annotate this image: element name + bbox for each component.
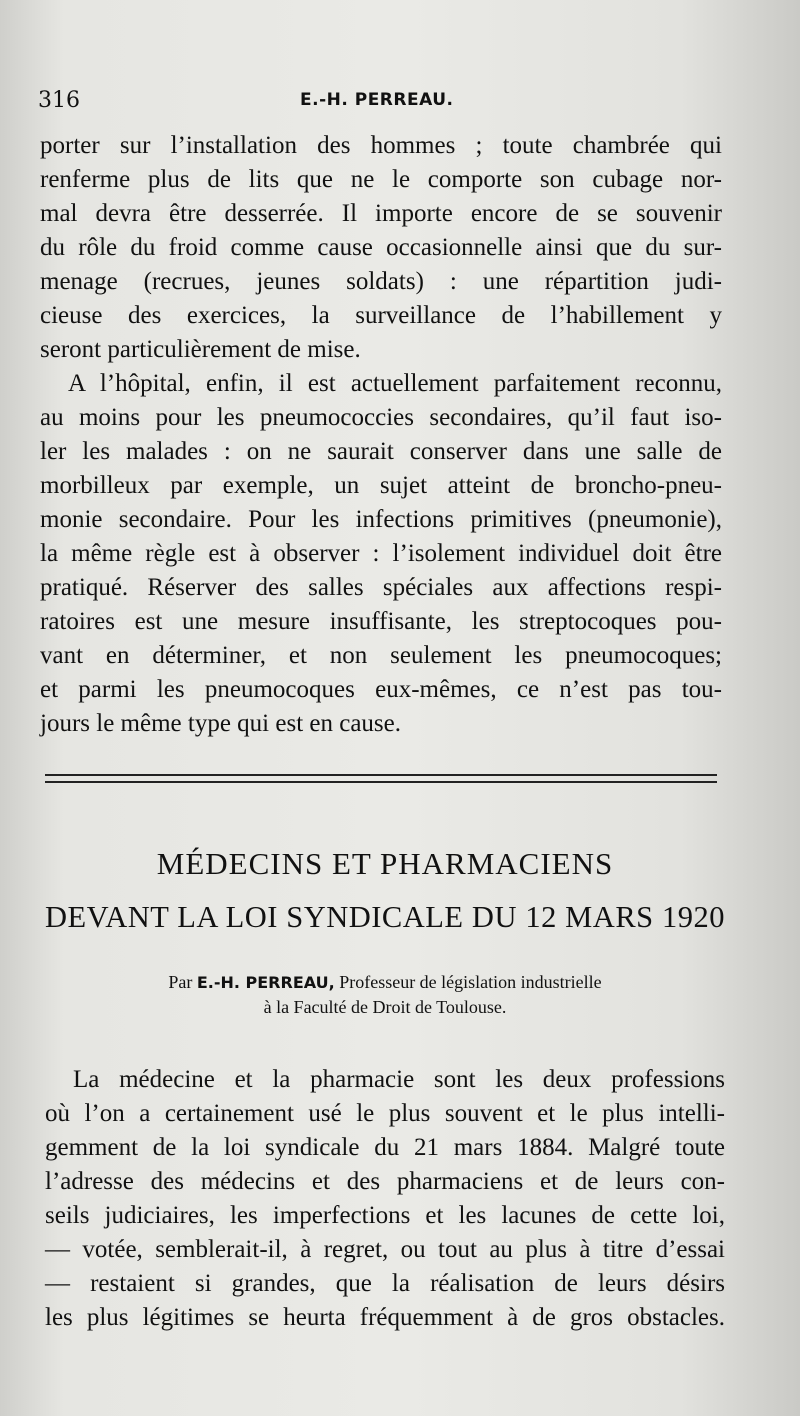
page-number: 316 <box>38 88 80 113</box>
double-rule-bottom <box>45 781 717 783</box>
text-line: porter sur l’installation des hommes ; toute chambrée qui <box>40 132 722 159</box>
text-line: au moins pour les pneumococcies secondaires, qu’il faut iso- <box>40 404 722 431</box>
text-line: jours le même type qui est en cause. <box>40 710 401 737</box>
byline-role-2: à la Faculté de Droit de Toulouse. <box>263 997 507 1017</box>
text-line: seils judiciaires, les imperfections et les lacunes de cette loi, <box>45 1202 725 1229</box>
text-line: seront particulièrement de mise. <box>40 336 361 363</box>
article-byline <box>0 970 770 1020</box>
text-line: mal devra être desserrée. Il importe encore de se souvenir <box>40 200 722 227</box>
text-line: pratiqué. Réserver des salles spéciales aux affections respi- <box>40 574 722 601</box>
text-line: ratoires est une mesure insuffisante, les streptocoques pou- <box>40 608 722 635</box>
text-line: gemment de la loi syndicale du 21 mars 1884. Malgré toute <box>45 1134 725 1161</box>
article-body-text <box>45 1063 725 1335</box>
text-line: monie secondaire. Pour les infections primitives (pneumonie), <box>40 506 722 533</box>
text-line: cieuse des exercices, la surveillance de l’habillement y <box>40 302 722 329</box>
text-line: A l’hôpital, enfin, il est actuellement parfaitement reconnu, <box>68 370 722 397</box>
section-one-text <box>40 129 722 741</box>
byline-prefix: Par <box>168 972 193 992</box>
text-line: La médecine et la pharmacie sont les deux professions <box>73 1066 725 1093</box>
byline-role-1: Professeur de législation industrielle <box>339 972 602 992</box>
text-line: l’adresse des médecins et des pharmaciens et de leurs con- <box>45 1168 725 1195</box>
text-line: — votée, semblerait-il, à regret, ou tout au plus à titre d’essai <box>45 1236 725 1263</box>
text-line: et parmi les pneumocoques eux-mêmes, ce n’est pas tou- <box>40 676 722 703</box>
text-line: les plus légitimes se heurta fréquemment à de gros obstacles. <box>45 1304 725 1331</box>
text-line: où l’on a certainement usé le plus souvent et le plus intelli- <box>45 1100 725 1127</box>
text-line: morbilleux par exemple, un sujet atteint de broncho-pneu- <box>40 472 722 499</box>
article-title-line-2: DEVANT LA LOI SYNDICALE DU 12 MARS 1920 <box>45 900 725 934</box>
text-line: du rôle du froid comme cause occasionnelle ainsi que du sur- <box>40 234 722 261</box>
text-line: la même règle est à observer : l’isolement individuel doit être <box>40 540 722 567</box>
text-line: renferme plus de lits que ne le comporte son cubage nor- <box>40 166 722 193</box>
text-line: menage (recrues, jeunes soldats) : une répartition judi- <box>40 268 722 295</box>
running-head <box>38 88 738 118</box>
byline-author: E.-H. PERREAU, <box>196 973 335 992</box>
double-rule-top <box>45 774 717 776</box>
article-title-line-1: MÉDECINS ET PHARMACIENS <box>156 846 614 881</box>
text-line: ler les malades : on ne saurait conserver dans une salle de <box>40 438 722 465</box>
text-line: — restaient si grandes, que la réalisation de leurs désirs <box>45 1270 725 1297</box>
byline-line-1 <box>0 970 770 995</box>
text-line: vant en déterminer, et non seulement les pneumocoques; <box>40 642 722 669</box>
running-title: E.-H. PERREAU. <box>300 90 454 110</box>
